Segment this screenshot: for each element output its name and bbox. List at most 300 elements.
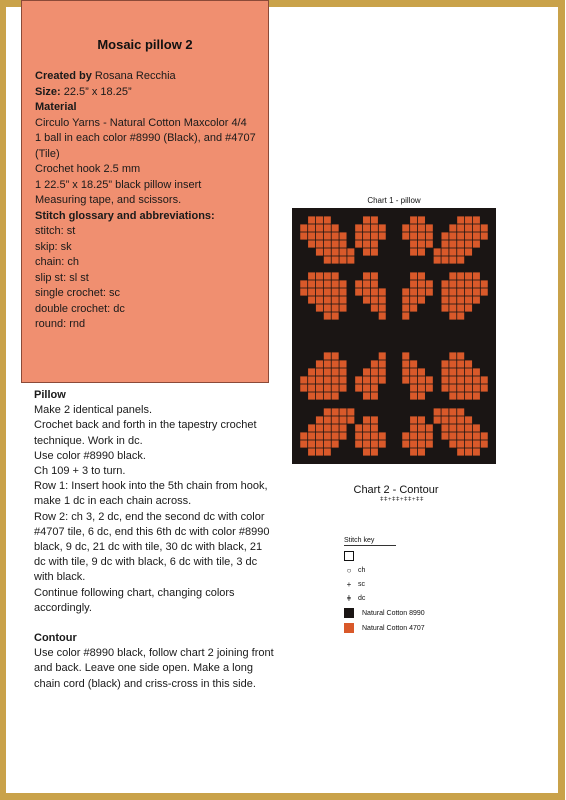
tile-cell — [410, 232, 417, 239]
tile-cell — [426, 384, 433, 391]
tile-cell — [300, 384, 307, 391]
tile-cell — [379, 296, 386, 303]
tile-cell — [324, 232, 331, 239]
tile-cell — [410, 424, 417, 431]
tile-cell — [379, 376, 386, 383]
tile-cell — [457, 360, 464, 367]
tile-cell — [371, 288, 378, 295]
tile-cell — [339, 296, 346, 303]
tile-cell — [363, 384, 370, 391]
tile-cell — [449, 424, 456, 431]
tile-cell — [332, 256, 339, 263]
tile-cell — [465, 360, 472, 367]
tile-cell — [316, 416, 323, 423]
key-label: ch — [358, 567, 366, 574]
tile-cell — [371, 304, 378, 311]
tile-cell — [441, 424, 448, 431]
tile-cell — [434, 256, 441, 263]
material-line: 1 ball in each color #8990 (Black), and #4707 (Tile) — [35, 132, 256, 160]
tile-cell — [473, 280, 480, 287]
tile-cell — [465, 384, 472, 391]
tile-cell — [332, 280, 339, 287]
tile-cell — [410, 240, 417, 247]
tile-cell — [355, 432, 362, 439]
tile-cell — [332, 288, 339, 295]
tile-cell — [332, 304, 339, 311]
tile-cell — [426, 288, 433, 295]
tile-cell — [316, 384, 323, 391]
pillow-instructions — [34, 388, 274, 692]
pillow-line: Row 1: Insert hook into the 5th chain from hook, make 1 dc in each chain across. — [34, 480, 268, 508]
tile-cell — [457, 376, 464, 383]
tile-cell — [418, 296, 425, 303]
tile-cell — [347, 408, 354, 415]
tile-cell — [441, 304, 448, 311]
tile-cell — [402, 360, 409, 367]
glossary-item: chain: ch — [35, 256, 80, 268]
tile-cell — [410, 376, 417, 383]
tile-cell — [339, 424, 346, 431]
chart1-mosaic — [292, 208, 496, 464]
tile-cell — [457, 304, 464, 311]
tile-cell — [316, 280, 323, 287]
tile-cell — [418, 416, 425, 423]
tile-cell — [473, 232, 480, 239]
tile-cell — [418, 376, 425, 383]
tile-cell — [363, 416, 370, 423]
tile-cell — [418, 272, 425, 279]
tile-cell — [418, 448, 425, 455]
tile-cell — [332, 248, 339, 255]
key-row-tile — [344, 623, 494, 633]
tile-cell — [363, 248, 370, 255]
tile-cell — [363, 240, 370, 247]
tile-cell — [339, 288, 346, 295]
tile-cell — [363, 224, 370, 231]
tile-cell — [426, 376, 433, 383]
tile-cell — [449, 248, 456, 255]
tile-cell — [465, 424, 472, 431]
tile-cell — [473, 432, 480, 439]
tile-cell — [473, 240, 480, 247]
tile-cell — [371, 432, 378, 439]
tile-cell — [449, 224, 456, 231]
tile-cell — [473, 424, 480, 431]
material-heading: Material — [35, 101, 77, 113]
created-by-label: Created by — [35, 70, 92, 82]
tile-cell — [410, 216, 417, 223]
tile-cell — [332, 312, 339, 319]
contour-text: Use color #8990 black, follow chart 2 joining front and back. Leave one side open. Make a long chain cord (black) and criss-cross in this side. — [34, 647, 274, 690]
tile-cell — [441, 248, 448, 255]
tile-cell — [473, 216, 480, 223]
tile-cell — [308, 216, 315, 223]
tile-cell — [473, 392, 480, 399]
tile-cell — [316, 240, 323, 247]
tile-cell — [332, 272, 339, 279]
tile-cell — [347, 256, 354, 263]
tile-cell — [371, 384, 378, 391]
tile-cell — [339, 248, 346, 255]
size-value: 22.5” x 18.25” — [63, 85, 132, 98]
tile-cell — [332, 408, 339, 415]
key-label: sc — [358, 581, 365, 588]
tile-cell — [363, 448, 370, 455]
tile-cell — [481, 432, 488, 439]
tile-cell — [316, 424, 323, 431]
tile-cell — [457, 280, 464, 287]
tile-cell — [332, 368, 339, 375]
tile-cell — [332, 232, 339, 239]
tile-cell — [300, 288, 307, 295]
contour-heading: Contour — [34, 632, 77, 645]
tile-cell — [371, 392, 378, 399]
tile-cell — [465, 272, 472, 279]
tile-cell — [363, 280, 370, 287]
tile-cell — [434, 408, 441, 415]
tile-cell — [339, 408, 346, 415]
tile-cell — [363, 272, 370, 279]
tile-cell — [441, 376, 448, 383]
tile-cell — [465, 416, 472, 423]
glossary-heading: Stitch glossary and abbreviations: — [35, 209, 215, 222]
key-label: dc — [358, 595, 366, 602]
black-swatch — [344, 608, 354, 618]
chart2-title: Chart 2 - Contour — [353, 484, 439, 496]
tile-cell — [339, 256, 346, 263]
tile-cell — [355, 384, 362, 391]
pillow-line: Row 2: ch 3, 2 dc, end the second dc with color #4707 tile, 6 dc, end this 6th dc with color #8990 black, 9 dc, 21 dc with tile, 30 dc with black, 21 dc with tile, 9 dc with black, 6 dc with tile, 3 dc with black. — [34, 510, 270, 584]
tile-cell — [339, 416, 346, 423]
tile-cell — [371, 360, 378, 367]
glossary-item: skip: sk — [35, 240, 72, 253]
tile-cell — [449, 256, 456, 263]
tile-cell — [457, 384, 464, 391]
tile-cell — [332, 440, 339, 447]
tile-cell — [418, 248, 425, 255]
tile-cell — [473, 376, 480, 383]
tile-cell — [473, 272, 480, 279]
tile-cell — [410, 432, 417, 439]
chart1-title: Chart 1 - pillow — [367, 196, 421, 205]
chart2-symbols: ǂǂ+ǂǂ+ǂǂ+ǂǂ — [380, 497, 425, 503]
key-label: Natural Cotton 8990 — [362, 609, 425, 617]
tile-cell — [308, 232, 315, 239]
tile-cell — [449, 232, 456, 239]
tile-cell — [379, 232, 386, 239]
tile-cell — [457, 272, 464, 279]
tile-cell — [316, 296, 323, 303]
tile-cell — [316, 248, 323, 255]
tile-cell — [300, 376, 307, 383]
tile-cell — [418, 240, 425, 247]
tile-cell — [379, 224, 386, 231]
tile-cell — [473, 224, 480, 231]
tile-cell — [426, 280, 433, 287]
tile-cell — [371, 272, 378, 279]
tile-cell — [363, 288, 370, 295]
tile-cell — [332, 224, 339, 231]
tile-cell — [363, 424, 370, 431]
double-crochet-symbol-icon: ǂ — [346, 594, 352, 603]
tile-cell — [473, 440, 480, 447]
tile-cell — [316, 288, 323, 295]
tile-cell — [371, 248, 378, 255]
tile-cell — [426, 424, 433, 431]
tile-cell — [355, 424, 362, 431]
tile-cell — [457, 224, 464, 231]
tile-cell — [316, 304, 323, 311]
stitch-key-title: Stitch key — [344, 537, 396, 546]
tile-cell — [441, 416, 448, 423]
tile-cell — [426, 440, 433, 447]
tile-cell — [410, 360, 417, 367]
tile-cell — [441, 240, 448, 247]
tile-cell — [473, 368, 480, 375]
tile-cell — [308, 384, 315, 391]
tile-cell — [363, 376, 370, 383]
tile-cell — [363, 232, 370, 239]
tile-cell — [449, 280, 456, 287]
tile-cell — [449, 360, 456, 367]
tile-cell — [434, 416, 441, 423]
tile-cell — [316, 232, 323, 239]
tile-cell — [449, 296, 456, 303]
tile-cell — [379, 440, 386, 447]
key-row-black — [344, 608, 494, 618]
tile-cell — [410, 384, 417, 391]
created-by: Rosana Recchia — [94, 70, 176, 82]
tile-cell — [371, 424, 378, 431]
tile-cell — [308, 368, 315, 375]
tile-cell — [371, 376, 378, 383]
tile-cell — [457, 216, 464, 223]
tile-cell — [457, 248, 464, 255]
tile-cell — [465, 368, 472, 375]
tile-cell — [324, 408, 331, 415]
tile-cell — [473, 448, 480, 455]
key-row-dc — [344, 594, 494, 603]
tile-cell — [410, 248, 417, 255]
tile-cell — [465, 376, 472, 383]
tile-cell — [441, 360, 448, 367]
single-crochet-symbol-icon: + — [346, 580, 352, 589]
tile-cell — [316, 224, 323, 231]
tile-cell — [324, 448, 331, 455]
tile-cell — [355, 224, 362, 231]
tile-cell — [355, 240, 362, 247]
tile-cell — [332, 432, 339, 439]
tile-cell — [418, 224, 425, 231]
tile-cell — [308, 288, 315, 295]
tile-cell — [300, 224, 307, 231]
tile-cell — [402, 368, 409, 375]
tile-cell — [449, 408, 456, 415]
tile-cell — [402, 376, 409, 383]
tile-cell — [300, 440, 307, 447]
tile-cell — [308, 440, 315, 447]
tile-cell — [332, 384, 339, 391]
tile-cell — [465, 232, 472, 239]
pillow-line: Make 2 identical panels. — [34, 404, 153, 417]
tile-cell — [324, 432, 331, 439]
key-row-ch — [344, 566, 494, 575]
tile-cell — [347, 248, 354, 255]
tile-cell — [371, 440, 378, 447]
tile-cell — [347, 416, 354, 423]
tile-cell — [308, 376, 315, 383]
tile-cell — [371, 368, 378, 375]
tile-cell — [308, 224, 315, 231]
tile-cell — [316, 432, 323, 439]
tile-cell — [324, 384, 331, 391]
tile-cell — [339, 240, 346, 247]
tile-cell — [457, 232, 464, 239]
tile-cell — [308, 296, 315, 303]
tile-cell — [426, 224, 433, 231]
tile-cell — [402, 432, 409, 439]
tile-cell — [465, 296, 472, 303]
tile-cell — [324, 256, 331, 263]
tile-cell — [418, 288, 425, 295]
pillow-line: Crochet back and forth in the tapestry crochet technique. Work in dc. — [34, 419, 257, 447]
tile-cell — [308, 432, 315, 439]
tile-cell — [363, 440, 370, 447]
tile-cell — [410, 280, 417, 287]
tile-cell — [324, 368, 331, 375]
tile-cell — [465, 240, 472, 247]
tile-cell — [339, 280, 346, 287]
tile-cell — [324, 272, 331, 279]
tile-cell — [363, 432, 370, 439]
tile-cell — [308, 280, 315, 287]
tile-cell — [441, 432, 448, 439]
tile-cell — [324, 352, 331, 359]
tile-cell — [379, 432, 386, 439]
tile-cell — [332, 424, 339, 431]
tile-cell — [465, 280, 472, 287]
tile-cell — [418, 440, 425, 447]
tile-cell — [324, 224, 331, 231]
stitch-key — [344, 537, 494, 633]
tile-cell — [402, 232, 409, 239]
tile-cell — [316, 360, 323, 367]
tile-cell — [473, 288, 480, 295]
tile-cell — [339, 432, 346, 439]
tile-cell — [379, 304, 386, 311]
tile-cell — [465, 304, 472, 311]
tile-cell — [441, 280, 448, 287]
tile-cell — [316, 272, 323, 279]
chain-symbol-icon: ○ — [346, 566, 352, 575]
tile-cell — [355, 280, 362, 287]
tile-cell — [457, 416, 464, 423]
tile-cell — [426, 432, 433, 439]
tile-cell — [339, 304, 346, 311]
tile-cell — [449, 432, 456, 439]
tile-cell — [324, 248, 331, 255]
tile-cell — [363, 392, 370, 399]
tile-cell — [402, 296, 409, 303]
tile-cell — [418, 280, 425, 287]
tile-cell — [332, 376, 339, 383]
tile-cell — [449, 384, 456, 391]
tile-cell — [418, 392, 425, 399]
tile-cell — [473, 296, 480, 303]
tile-cell — [410, 440, 417, 447]
tile-cell — [371, 232, 378, 239]
tile-cell — [457, 288, 464, 295]
tile-cell — [418, 232, 425, 239]
tile-cell — [324, 416, 331, 423]
tile-cell — [465, 216, 472, 223]
tile-cell — [300, 432, 307, 439]
info-panel — [21, 0, 269, 383]
tile-cell — [402, 304, 409, 311]
tile-cell — [300, 232, 307, 239]
tile-cell — [441, 408, 448, 415]
material-line: Measuring tape, and scissors. — [35, 194, 182, 206]
tile-cell — [316, 376, 323, 383]
tile-cell — [371, 416, 378, 423]
tile-cell — [339, 384, 346, 391]
watermark: PassionForum.ru — [479, 781, 556, 792]
tile-cell — [457, 440, 464, 447]
tile-cell — [434, 248, 441, 255]
tile-cell — [379, 368, 386, 375]
tile-cell — [316, 368, 323, 375]
tile-cell — [371, 296, 378, 303]
pillow-heading: Pillow — [34, 389, 66, 401]
tile-cell — [449, 240, 456, 247]
tile-cell — [402, 440, 409, 447]
tile-cell — [324, 296, 331, 303]
tile-cell — [457, 312, 464, 319]
tile-cell — [339, 376, 346, 383]
tile-cell — [449, 376, 456, 383]
tile-cell — [473, 384, 480, 391]
tile-cell — [371, 216, 378, 223]
tile-cell — [316, 392, 323, 399]
tile-cell — [324, 240, 331, 247]
tile-cell — [449, 440, 456, 447]
tile-cell — [465, 432, 472, 439]
tile-cell — [457, 448, 464, 455]
glossary-item: slip st: sl st — [35, 271, 89, 284]
tile-cell — [371, 448, 378, 455]
key-label: Natural Cotton 4707 — [362, 624, 425, 632]
tile-cell — [308, 424, 315, 431]
tile-cell — [418, 368, 425, 375]
tile-cell — [363, 296, 370, 303]
tile-cell — [449, 392, 456, 399]
meta-block — [35, 69, 265, 333]
tile-cell — [441, 288, 448, 295]
tile-cell — [324, 288, 331, 295]
tile-cell — [465, 448, 472, 455]
tile-cell — [457, 256, 464, 263]
tile-cell — [410, 272, 417, 279]
tile-cell — [324, 280, 331, 287]
tile-cell — [402, 312, 409, 319]
page-title: Mosaic pillow 2 — [97, 37, 193, 52]
tile-cell — [339, 368, 346, 375]
tile-cell — [324, 216, 331, 223]
tile-cell — [457, 352, 464, 359]
material-line: Circulo Yarns - Natural Cotton Maxcolor 4/4 — [35, 116, 247, 129]
tile-cell — [441, 368, 448, 375]
tile-cell — [371, 280, 378, 287]
